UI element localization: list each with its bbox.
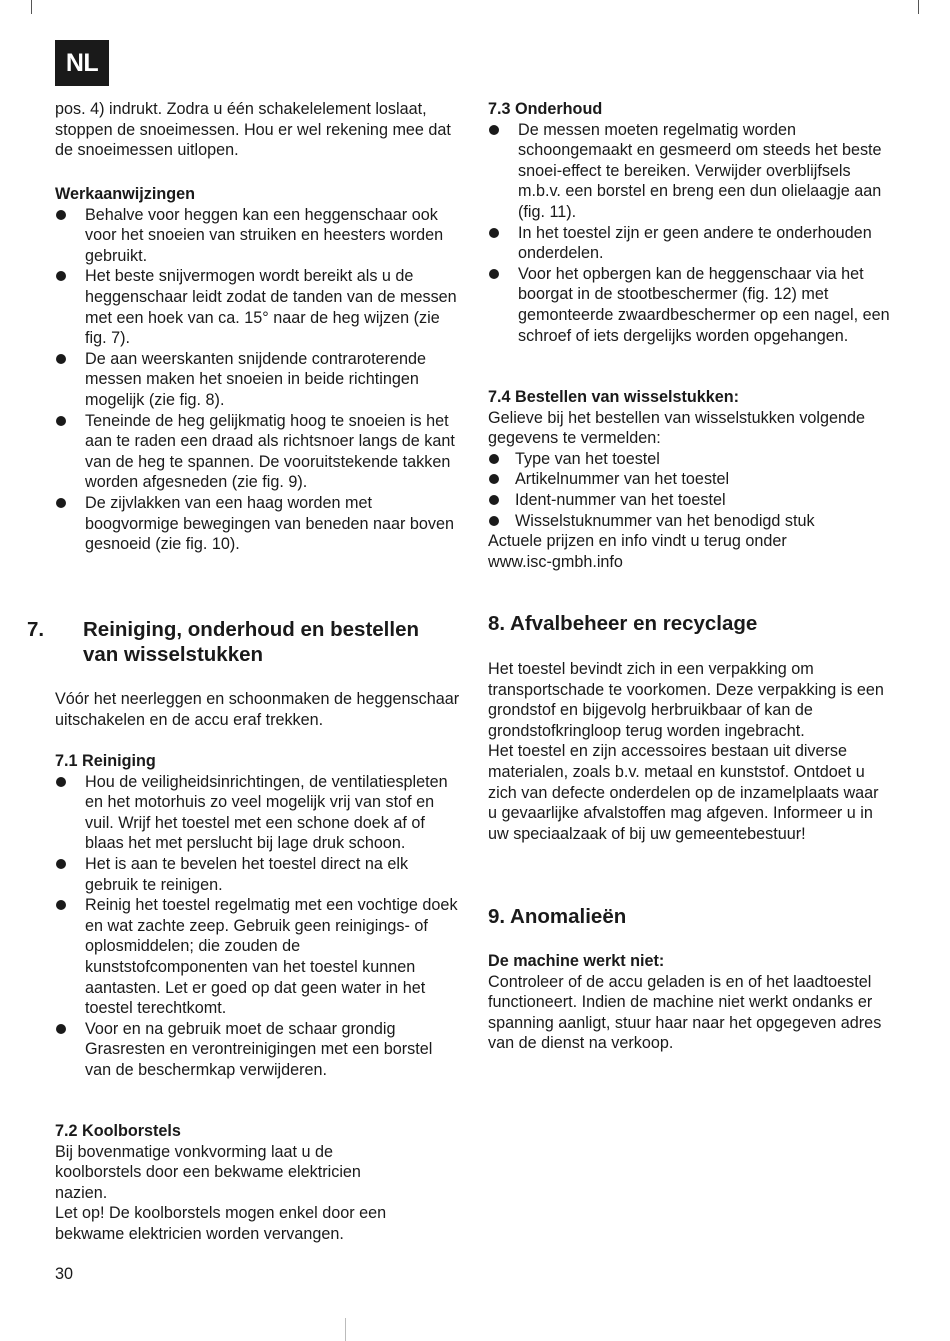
section-9-body <box>488 951 883 1054</box>
work-instructions <box>55 184 460 555</box>
list-item: Het beste snijvermogen wordt bereikt als u de heggenschaar leidt zodat de tanden van de messen met een hoek van ca. 15° naar de heg wijzen (zie fig. 7). <box>55 266 460 348</box>
section-8-heading <box>488 611 893 636</box>
section-number: 7. <box>27 618 45 641</box>
section-title-line1: Reiniging, onderhoud en bestellen <box>83 618 419 641</box>
list-item: Ident-nummer van het toestel <box>488 490 893 511</box>
list-item: Teneinde de heg gelijkmatig hoog te snoeien is het aan te raden een draad als richtsnoer langs de kant van de heg te spannen. De vooruitstekende takken worden afgesneden (zie fig. 9). <box>55 411 460 493</box>
section-9-subtitle: De machine werkt niet: <box>488 952 665 970</box>
section-heading <box>488 904 893 929</box>
section-title: Anomalieën <box>510 905 627 928</box>
cleaning-section <box>55 751 460 1081</box>
list-item: Artikelnummer van het toestel <box>488 469 893 490</box>
carbon-brushes-note: Let op! De koolborstels mogen enkel door een bekwame elektricien worden vervangen. <box>55 1204 387 1243</box>
section-title: Afvalbeheer en recyclage <box>510 612 758 635</box>
list-item: Het is aan te bevelen het toestel direct na elk gebruik te reinigen. <box>55 854 460 895</box>
maintenance-section <box>488 99 893 346</box>
section-number: 9. <box>488 905 506 928</box>
section-title-line2: van wisselstukken <box>83 643 264 666</box>
cleaning-title: 7.1 Reiniging <box>55 752 156 770</box>
ordering-section <box>488 387 893 572</box>
list-item: In het toestel zijn er geen andere te onderhouden onderdelen. <box>488 223 893 264</box>
crop-mark-right <box>918 0 919 14</box>
crop-mark-left <box>31 0 32 14</box>
carbon-brushes-title: 7.2 Koolborstels <box>55 1122 181 1140</box>
list-item: Reinig het toestel regelmatig met een vochtige doek en wat zachte zeep. Gebruik geen reinigings- of oplosmiddelen; die zouden de kunststofcomponenten van het toestel kunnen aantasten. Let er goed op dat geen water in het toestel terechtkomt. <box>55 895 460 1019</box>
ordering-outro: Actuele prijzen en info vindt u terug onder www.isc-gmbh.info <box>488 532 787 571</box>
section-8-para2: Het toestel en zijn accessoires bestaan uit diverse materialen, zoals b.v. metaal en kunststof. Ontdoet u zich van defecte onderdelen op de inzamelplaats waar u gevaarlijke afvalstoffen mag afgeven. Informeer u in uw speciaalzaak of bij uw gemeentebestuur! <box>488 742 879 843</box>
ordering-intro: Gelieve bij het bestellen van wisselstukken volgende gegevens te vermelden: <box>488 408 866 448</box>
intro-paragraph <box>55 99 460 161</box>
section-7-intro-text: Vóór het neerleggen en schoonmaken de heggenschaar uitschakelen en de accu eraf trekken. <box>55 690 460 729</box>
list-item: Behalve voor heggen kan een heggenschaar ook voor het snoeien van struiken en heesters worden gebruikt. <box>55 205 460 267</box>
ordering-list <box>488 449 893 531</box>
list-item: Voor en na gebruik moet de schaar grondig Grasresten en verontreinigingen met een borstel van de beschermkap verwijderen. <box>55 1019 460 1081</box>
section-number: 8. <box>488 612 506 635</box>
maintenance-title: 7.3 Onderhoud <box>488 100 603 118</box>
intro-text: pos. 4) indrukt. Zodra u één schakelelement loslaat, stoppen de snoeimessen. Hou er wel rekening mee dat de snoeimessen uitlopen. <box>55 100 451 160</box>
work-instructions-title: Werkaanwijzingen <box>55 185 196 203</box>
ordering-title: 7.4 Bestellen van wisselstukken: <box>488 388 740 406</box>
list-item: De zijvlakken van een haag worden met boogvormige bewegingen van beneden naar boven gesnoeid (zie fig. 10). <box>55 493 460 555</box>
section-8-para1: Het toestel bevindt zich in een verpakking om transportschade te voorkomen. Deze verpakking is een grondstof en bijgevolg herbruikbaar of kan de grondstofkringloop terug worden ingebracht. <box>488 660 884 740</box>
section-heading <box>27 617 460 667</box>
carbon-brushes-text: Bij bovenmatige vonkvorming laat u de koolborstels door een bekwame elektricien nazien. <box>55 1142 361 1202</box>
list-item: Wisselstuknummer van het benodigd stuk <box>488 511 893 532</box>
cleaning-list <box>55 772 460 1081</box>
section-7-intro <box>55 689 460 730</box>
maintenance-list <box>488 120 893 347</box>
crop-mark-bottom <box>345 1318 346 1341</box>
section-9-text: Controleer of de accu geladen is en of het laadtoestel functioneert. Indien de machine niet werkt ondanks er spanning aanligt, stuur haar naar het opgegeven adres van de dienst na verkoop. <box>488 972 882 1053</box>
section-8-body <box>488 659 890 844</box>
work-instructions-list <box>55 205 460 555</box>
language-badge: NL <box>55 40 109 86</box>
list-item: Voor het opbergen kan de heggenschaar via het boorgat in de stootbeschermer (fig. 12) met gemonteerde zwaardbeschermer op een nagel, een schroef of iets dergelijks worden opgehangen. <box>488 264 893 346</box>
list-item: De messen moeten regelmatig worden schoongemaakt en gesmeerd om steeds het beste snoei-effect te bereiken. Verwijder overblijfsels m.b.v. een borstel en breng een dun olielaagje aan (fig. 11). <box>488 120 893 223</box>
carbon-brushes-section <box>55 1121 395 1245</box>
list-item: Hou de veiligheidsinrichtingen, de ventilatiespleten en het motorhuis zo veel mogelijk vrij van stof en vuil. Wrijf het toestel met een schone doek af of blaas het met perslucht bij lage druk schoon. <box>55 772 460 854</box>
section-heading <box>488 611 893 636</box>
section-9-heading <box>488 904 893 929</box>
list-item: Type van het toestel <box>488 449 893 470</box>
section-7-heading <box>27 617 460 667</box>
page-number: 30 <box>55 1265 74 1283</box>
list-item: De aan weerskanten snijdende contraroterende messen maken het snoeien in beide richtingen mogelijk (zie fig. 8). <box>55 349 460 411</box>
